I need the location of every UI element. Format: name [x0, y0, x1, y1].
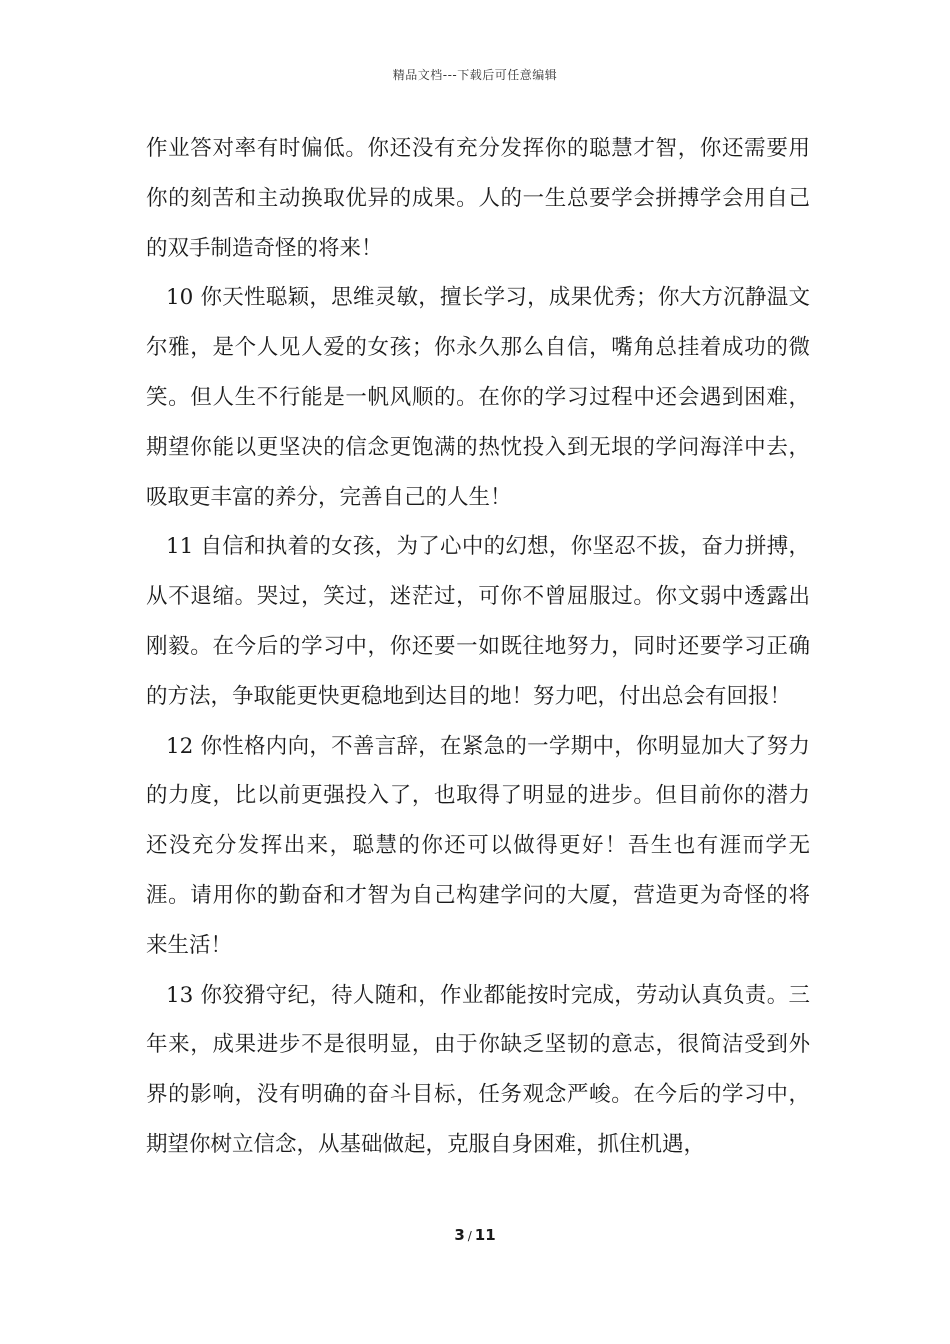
paragraph-entry-13: 13 你狡猾守纪，待人随和，作业都能按时完成，劳动认真负责。三年来，成果进步不是很明显，由于你缺乏坚韧的意志，很简洁受到外界的影响，没有明确的奋斗目标，任务观念严峻。在今后的学习中，期望你树立信念，从基础做起，克服自身困难，抓住机遇， — [146, 982, 810, 1157]
paragraph-continuation: 作业答对率有时偏低。你还没有充分发挥你的聪慧才智，你还需要用你的刻苦和主动换取优异的成果。人的一生总要学会拼搏学会用自己的双手制造奇怪的将来！ — [146, 136, 810, 261]
total-pages-number: 11 — [474, 1226, 496, 1244]
page-number — [0, 1226, 950, 1244]
paragraph-entry-10: 10 你天性聪颖，思维灵敏，擅长学习，成果优秀；你大方沉静温文尔雅，是个人见人爱的女孩；你永久那么自信，嘴角总挂着成功的微笑。但人生不行能是一帆风顺的。在你的学习过程中还会遇到困难，期望你能以更坚决的信念更饱满的热忱投入到无垠的学问海洋中去，吸取更丰富的养分，完善自己的人生！ — [146, 285, 810, 510]
paragraph-entry-11: 11 自信和执着的女孩，为了心中的幻想，你坚忍不拔，奋力拼搏，从不退缩。哭过，笑过，迷茫过，可你不曾屈服过。你文弱中透露出刚毅。在今后的学习中，你还要一如既往地努力，同时还要学习正确的方法，争取能更快更稳地到达目的地！努力吧，付出总会有回报！ — [146, 534, 810, 709]
document-body — [146, 124, 810, 1170]
current-page-number: 3 — [454, 1226, 465, 1244]
paragraph-entry-12: 12 你性格内向，不善言辞，在紧急的一学期中，你明显加大了努力的力度，比以前更强投入了，也取得了明显的进步。但目前你的潜力还没充分发挥出来，聪慧的你还可以做得更好！吾生也有涯而学无涯。请用你的勤奋和才智为自己构建学问的大厦，营造更为奇怪的将来生活！ — [146, 733, 810, 958]
page-header: 精品文档---下载后可任意编辑 — [392, 68, 558, 82]
page-separator: / — [467, 1229, 472, 1243]
